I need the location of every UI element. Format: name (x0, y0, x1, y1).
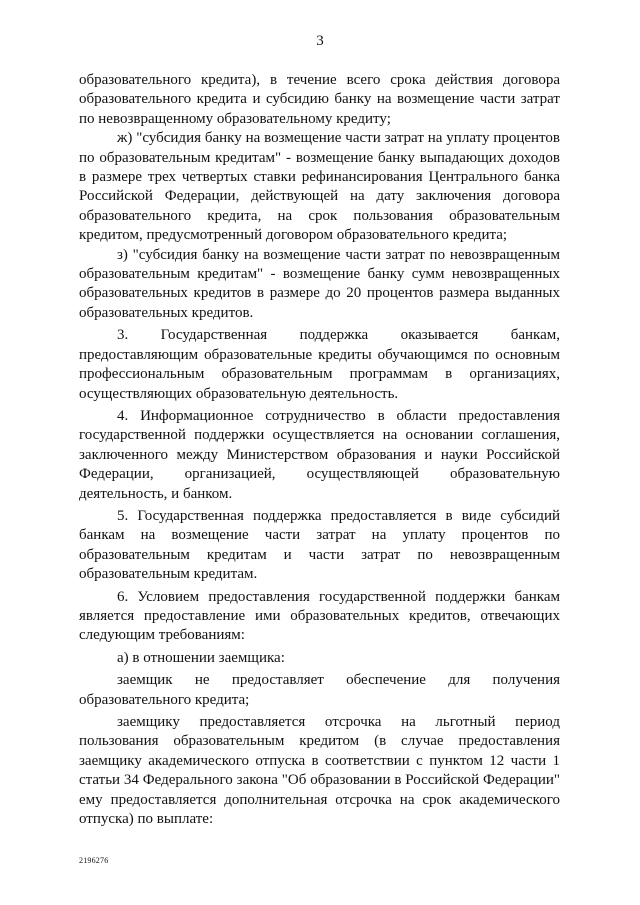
document-code: 2196276 (79, 856, 109, 865)
paragraph-continuation: образовательного кредита), в течение всего срока действия договора образовательного кредита и субсидию банку на возмещение части затрат по невозвращенному образовательному кредиту; (79, 72, 560, 127)
paragraph-3: 3. Государственная поддержка оказывается банкам, предоставляющим образовательные кредиты обучающимся по основным профессиональным образовательным программам в организациях, осуществляющих образовательную деятельность. (79, 327, 560, 402)
paragraph-borrower-deferral: заемщику предоставляется отсрочка на льготный период пользования образовательным кредитом (в случае предоставления заемщику академического отпуска в соответствии с пунктом 12 части 1 статьи 34 Федерального закона "Об образовании в Российской Федерации" ему предоставляется дополнительная отсрочка на срок академического отпуска) по выплате: (79, 714, 560, 828)
paragraph-borrower-collateral: заемщик не предоставляет обеспечение для получения образовательного кредита; (79, 672, 560, 708)
paragraph-5: 5. Государственная поддержка предоставляется в виде субсидий банкам на возмещение части затрат на уплату процентов по образовательным кредитам и части затрат по невозвращенным образовательным кредитам. (79, 507, 560, 583)
paragraph-4: 4. Информационное сотрудничество в области предоставления государственной поддержки осуществляется на основании соглашения, заключенного между Министерством образования и науки Российской Федерации, организацией, осуществляющей образовательную деятельность, и банком. (79, 407, 560, 502)
paragraph-item-z: з) "субсидия банку на возмещение части затрат по невозвращенным образовательным кредитам" - возмещение банку сумм невозвращенных образовательных кредитов в размере до 20 процентов размера выданных образовательных кредитов. (79, 246, 560, 321)
paragraph-6: 6. Условием предоставления государственной поддержки банкам является предоставление ими образовательных кредитов, отвечающих следующим требованиям: (79, 588, 560, 644)
page-number: 3 (316, 33, 324, 49)
paragraph-item-a: а) в отношении заемщика: (117, 649, 285, 666)
document-body (79, 71, 560, 829)
paragraph-item-zh: ж) "субсидия банку на возмещение части затрат на уплату процентов по образовательным кредитам" - возмещение банку выпадающих доходов в размере трех четвертых ставки рефинансирования Центрального банка Российской Федерации, действующей на дату заключения договора образовательного кредита, на срок пользования образовательным кредитом, предусмотренный договором образовательного кредита; (79, 130, 560, 244)
